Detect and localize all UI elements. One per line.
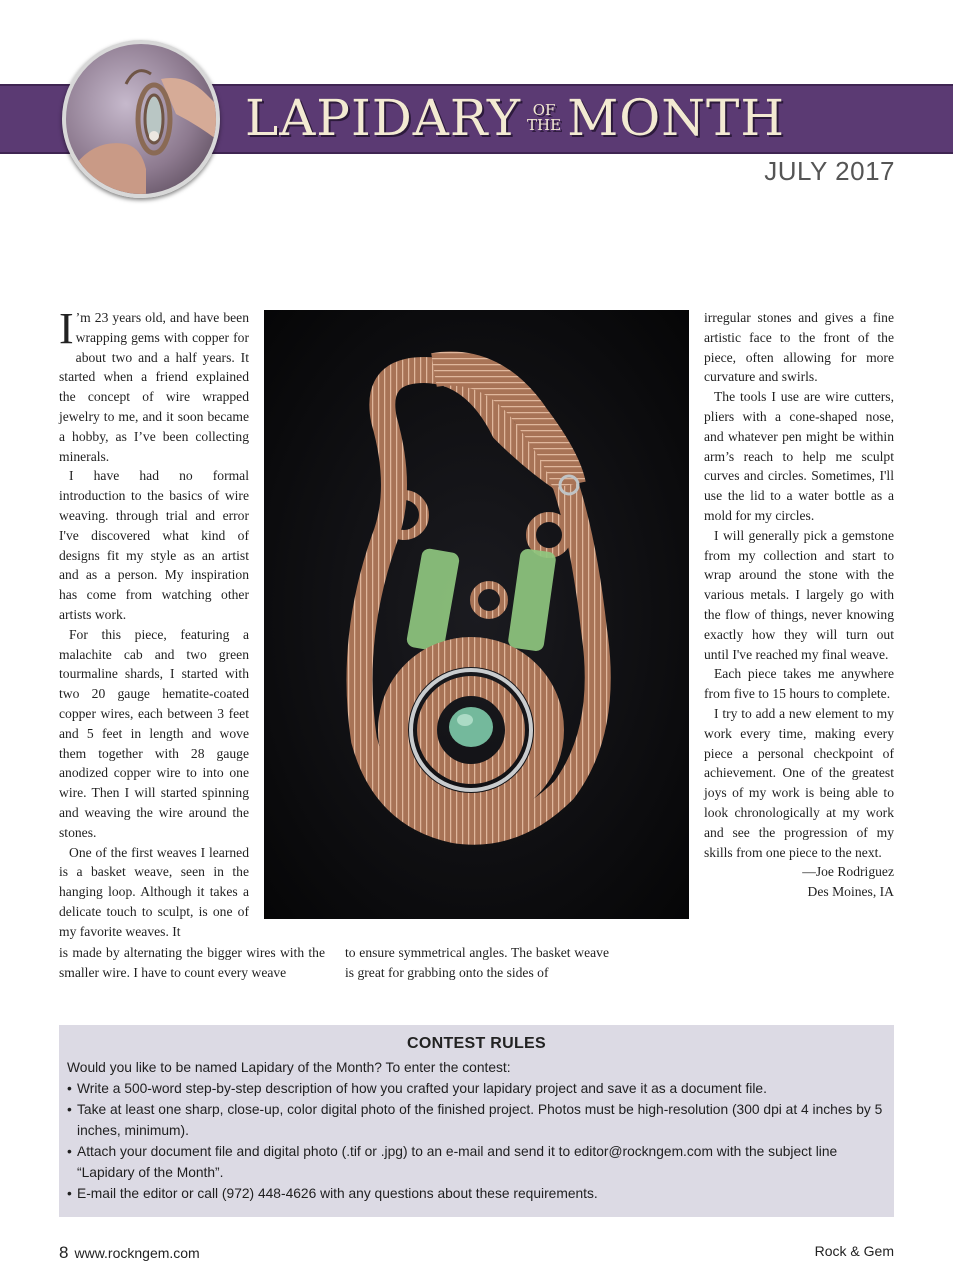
- article-column-2: [345, 943, 609, 983]
- list-item: • Take at least one sharp, close-up, color digital photo of the finished project. Photos must be high-resolution (300 dpi at 4 inches by 5 inches, minimum).: [67, 1099, 886, 1141]
- publication-name: Rock & Gem: [814, 1243, 894, 1259]
- title-lapidary: LAPIDARY: [245, 89, 522, 147]
- paragraph: The tools I use are wire cutters, pliers with a cone-shaped nose, and whatever pen might be within arm’s reach to help me sculpt curves and circles. Sometimes, I'll use the lid to a water bottle as a mold for my circles.: [704, 389, 894, 523]
- drop-cap: I: [59, 304, 74, 353]
- paragraph: One of the first weaves I learned is a basket weave, seen in the hanging loop. Although it takes a delicate touch to sculpt, is one of my favorite weaves. It: [59, 844, 249, 939]
- author-location: Des Moines, IA: [807, 884, 894, 900]
- contest-rules-box: [59, 1025, 894, 1217]
- paragraph: to ensure symmetrical angles. The basket weave is great for grabbing onto the sides of: [345, 945, 609, 980]
- author-name: —Joe Rodriguez: [802, 864, 894, 880]
- paragraph: I try to add a new element to my work every time, making every piece a personal checkpoint of achievement. One of the greatest joys of my work is being able to look chronologically at my work and see the progression of my skills from one piece to the next.: [704, 705, 894, 860]
- paragraph: I will generally pick a gemstone from my collection and start to wrap around the stone with the various metals. I largely go with the flow of things, never knowing exactly how they will turn out until I've reached my final weave.: [704, 527, 894, 662]
- list-item: • Write a 500-word step-by-step description of how you crafted your lapidary project and save it as a document file.: [67, 1078, 886, 1099]
- title-month: MONTH: [567, 89, 785, 147]
- title-the: THE: [527, 116, 562, 134]
- list-item: • E-mail the editor or call (972) 448-4626 with any questions about these requirements.: [67, 1183, 886, 1204]
- article-column-3: [704, 308, 894, 902]
- list-item: • Attach your document file and digital photo (.tif or .jpg) to an e-mail and send it to editor@rockngem.com with the subject line “Lapidary of the Month”.: [67, 1141, 886, 1183]
- contest-rules-intro: Would you like to be named Lapidary of the Month? To enter the contest:: [67, 1060, 511, 1075]
- pendant-photo: [264, 310, 689, 919]
- paragraph: irregular stones and gives a fine artistic face to the front of the piece, often allowing for more curvature and swirls.: [704, 310, 894, 385]
- paragraph-text: ’m 23 years old, and have been wrapping gems with copper for about two and a half years. It started when a friend explained the concept of wire wrapped jewelry to me, and it soon became a hobby, as I’ve been collecting minerals.: [59, 310, 249, 464]
- website-url: www.rockngem.com: [74, 1245, 200, 1261]
- wire-wrapped-pendant-icon: [264, 310, 689, 919]
- page-number: 8: [59, 1243, 69, 1262]
- article-column-1: [59, 304, 249, 942]
- paragraph: is made by alternating the bigger wires with the smaller wire. I have to count every weave: [59, 945, 325, 980]
- article-column-1-continued: [59, 943, 325, 983]
- column-title: [245, 87, 785, 149]
- issue-date: JULY 2017: [764, 156, 895, 186]
- hand-holding-pendant-icon: [66, 44, 216, 194]
- contest-rules-list: [67, 1078, 886, 1204]
- title-of-the: [527, 103, 561, 133]
- column-logo-photo: [62, 40, 220, 198]
- paragraph: For this piece, featuring a malachite cab and two green tourmaline shards, I started with two 20 gauge hematite-coated copper wires, each between 3 feet and 5 feet in length and wove them together with 28 gauge anodized copper wire to into one wire. Then I will started spinning and weaving the wire around the stones.: [59, 626, 249, 840]
- footer-left: [59, 1243, 200, 1263]
- paragraph: I have had no formal introduction to the basics of wire weaving. through trial and error I've discovered what kind of designs fit my style as an artist and as a person. My inspiration has come from watching other artists work.: [59, 468, 249, 622]
- title-of: OF: [532, 101, 556, 119]
- contest-rules-title: CONTEST RULES: [406, 1035, 547, 1052]
- paragraph: Each piece takes me anywhere from five to 15 hours to complete.: [704, 666, 894, 702]
- paragraph: [59, 304, 249, 466]
